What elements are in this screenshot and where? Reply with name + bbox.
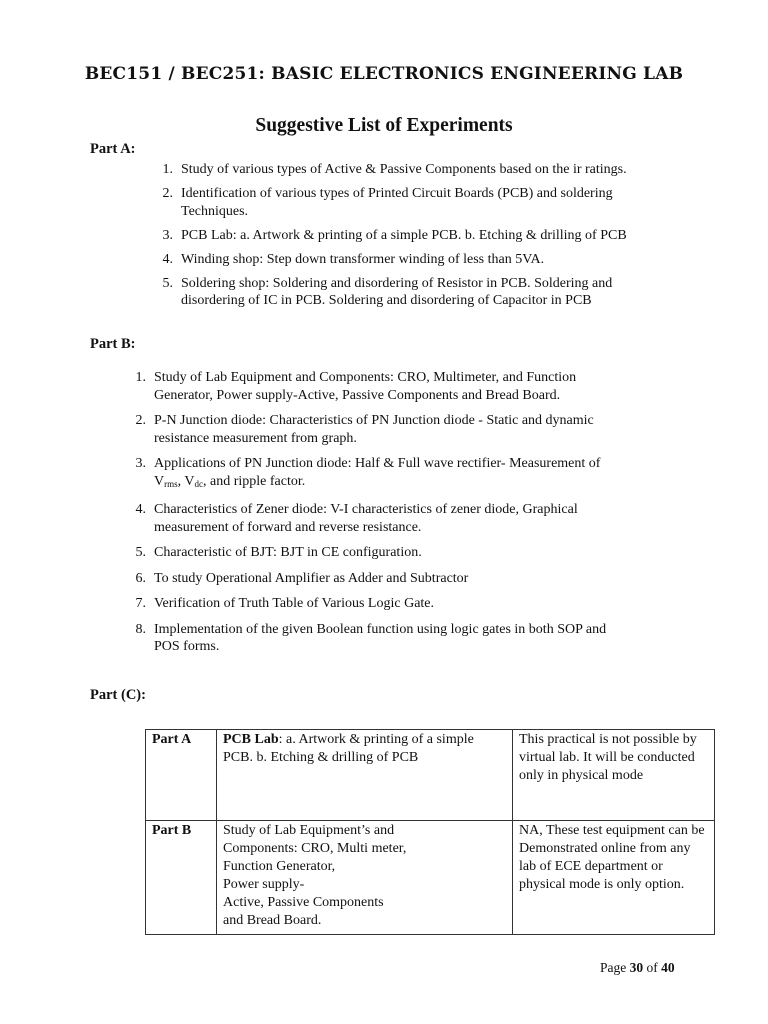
part-b-list — [135, 369, 624, 664]
course-title: BEC151 / BEC251: BASIC ELECTRONICS ENGINEERING LAB — [84, 64, 684, 84]
row-label: Part A — [146, 730, 217, 821]
row-label: Part B — [146, 821, 217, 935]
list-item: 6. To study Operational Amplifier as Adder and Subtractor — [135, 570, 469, 586]
part-c-heading: Part (C): — [90, 687, 146, 703]
part-b-heading: Part B: — [90, 336, 136, 352]
list-item: 7. Verification of Truth Table of Various Logic Gate. — [135, 596, 435, 611]
list-item: 8. Implementation of the given Boolean function using logic gates in both SOP and POS forms. — [135, 621, 607, 654]
list-item: 3. PCB Lab: a. Artwork & printing of a simple PCB. b. Etching & drilling of PCB — [162, 227, 627, 243]
part-c-table — [145, 729, 715, 935]
list-item: 5. Characteristic of BJT: BJT in CE configuration. — [135, 545, 422, 560]
list-item: 4. Characteristics of Zener diode: V-I characteristics of zener diode, Graphical measurement of forward and reverse resistance. — [135, 502, 578, 535]
list-title: Suggestive List of Experiments — [255, 115, 513, 136]
part-a-heading: Part A: — [90, 141, 136, 157]
list-item: 1. Study of Lab Equipment and Components: CRO, Multimeter, and Function Generator, Power supply-Active, Passive Components and Bread Board. — [135, 370, 577, 403]
remark-cell: NA, These test equipment can be Demonstrated online from any lab of ECE department or physical mode is only option. — [513, 821, 715, 935]
experiment-cell: Study of Lab Equipment’s and Components: CRO, Multi meter, Function Generator, Power supply- Active, Passive Components and Bread Board. — [217, 821, 513, 935]
table-row — [146, 821, 715, 935]
list-item: 3. Applications of PN Junction diode: Half & Full wave rectifier- Measurement of $V_{rms}$, $V_{dc}$, and ripple factor. — [135, 456, 601, 489]
remark-cell: This practical is not possible by virtual lab. It will be conducted only in physical mode — [513, 730, 715, 821]
experiment-cell: PCB Lab: a. Artwork & printing of a simple PCB. b. Etching & drilling of PCB — [217, 730, 513, 821]
list-item: 4. Winding shop: Step down transformer winding of less than 5VA. — [162, 251, 545, 267]
part-a-list — [162, 161, 661, 316]
list-item: 2. Identification of various types of Printed Circuit Boards (PCB) and soldering Techniques. — [162, 186, 613, 219]
page-number: Page 30 of 40 — [600, 960, 675, 975]
list-item: 1. Study of various types of Active & Passive Components based on the ir ratings. — [162, 162, 627, 177]
list-item: 2. P-N Junction diode: Characteristics of PN Junction diode - Static and dynamic resistance measurement from graph. — [135, 413, 594, 446]
table-row — [146, 730, 715, 821]
list-item: 5. Soldering shop: Soldering and disordering of Resistor in PCB. Soldering and disordering of IC in PCB. Soldering and disordering of Capacitor in PCB — [162, 275, 613, 308]
